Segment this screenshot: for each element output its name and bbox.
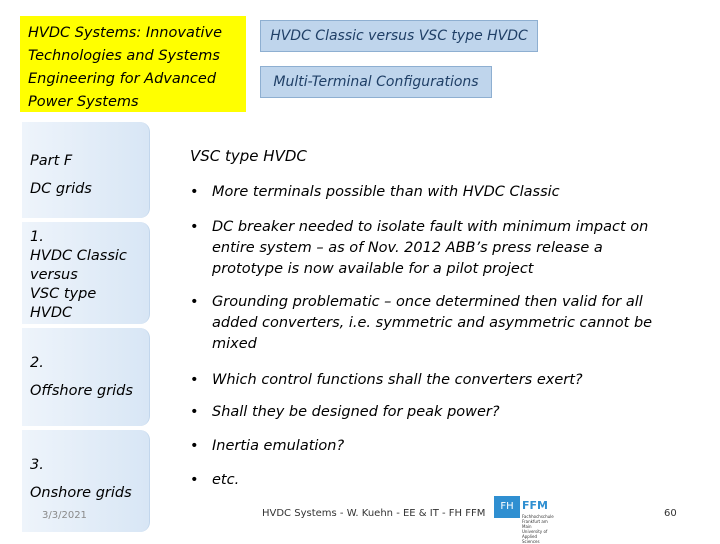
bullet-symbol: • [190,219,199,235]
bullet-item [190,182,660,203]
sidebar-item-label: Onshore grids [30,485,132,501]
logo-mark: FH [494,496,520,518]
sidebar-item-offshore-grids[interactable] [22,328,150,426]
nav-button-multi-terminal[interactable] [260,66,492,98]
bullet-symbol: • [190,184,199,200]
fh-ffm-logo [494,496,554,544]
sidebar-item-label: Offshore grids [30,383,133,399]
bullet-item [190,402,660,423]
sidebar-item-hvdc-classic-vs-vsc[interactable] [22,222,150,324]
bullet-symbol: • [190,472,199,488]
title-line: Power Systems [28,94,139,110]
sidebar-item-number: 2. [30,355,44,371]
content-title: VSC type HVDC [190,147,307,165]
bullet-symbol: • [190,404,199,420]
bullet-item [190,370,660,391]
bullet-text: Inertia emulation? [212,438,345,454]
nav-button-label: HVDC Classic versus VSC type HVDC [270,28,528,44]
sidebar-item-line: 1. [30,229,44,245]
bullet-text: More terminals possible than with HVDC Classic [212,184,560,200]
bullet-item [190,292,660,355]
bullet-text: Grounding problematic – once determined then valid for all added converters, i.e. symmetric and asymmetric cannot be mixed [212,294,653,352]
bullet-item [190,217,660,280]
nav-button-hvdc-classic-vs-vsc[interactable] [260,20,538,52]
bullet-item [190,436,660,457]
page-number: 60 [664,508,677,519]
slide-date: 3/3/2021 [42,510,87,521]
sidebar-item-line: versus [30,267,78,283]
presentation-title [20,16,246,112]
bullet-text: etc. [212,472,240,488]
bullet-symbol: • [190,372,199,388]
footer-text: HVDC Systems - W. Kuehn - EE & IT - FH FFM [262,508,486,519]
bullet-symbol: • [190,438,199,454]
sidebar-item-line: VSC type [30,286,97,302]
bullet-item [190,470,660,491]
nav-button-label: Multi-Terminal Configurations [273,74,479,90]
sidebar-section-part-f [22,122,150,218]
sidebar-item-label [30,228,127,323]
title-line: HVDC Systems: Innovative [28,25,223,41]
bullet-symbol: • [190,294,199,310]
sidebar-item-line: HVDC Classic [30,248,127,264]
sidebar-part-label: Part F [30,153,73,169]
title-line: Technologies and Systems [28,48,220,64]
title-line: Engineering for Advanced [28,71,217,87]
bullet-text: Shall they be designed for peak power? [212,404,500,420]
sidebar-subtitle: DC grids [30,181,92,197]
logo-subtext: Fachhochschule Frankfurt am Main University of Applied Sciences [522,514,554,544]
bullet-text: Which control functions shall the converters exert? [212,372,583,388]
logo-text: FFM [522,499,548,512]
sidebar-item-number: 3. [30,457,44,473]
bullet-text: DC breaker needed to isolate fault with minimum impact on entire system – as of Nov. 2012 ABB’s press release a prototype is now available for a pilot project [212,219,649,277]
sidebar-item-line: HVDC [30,305,73,321]
